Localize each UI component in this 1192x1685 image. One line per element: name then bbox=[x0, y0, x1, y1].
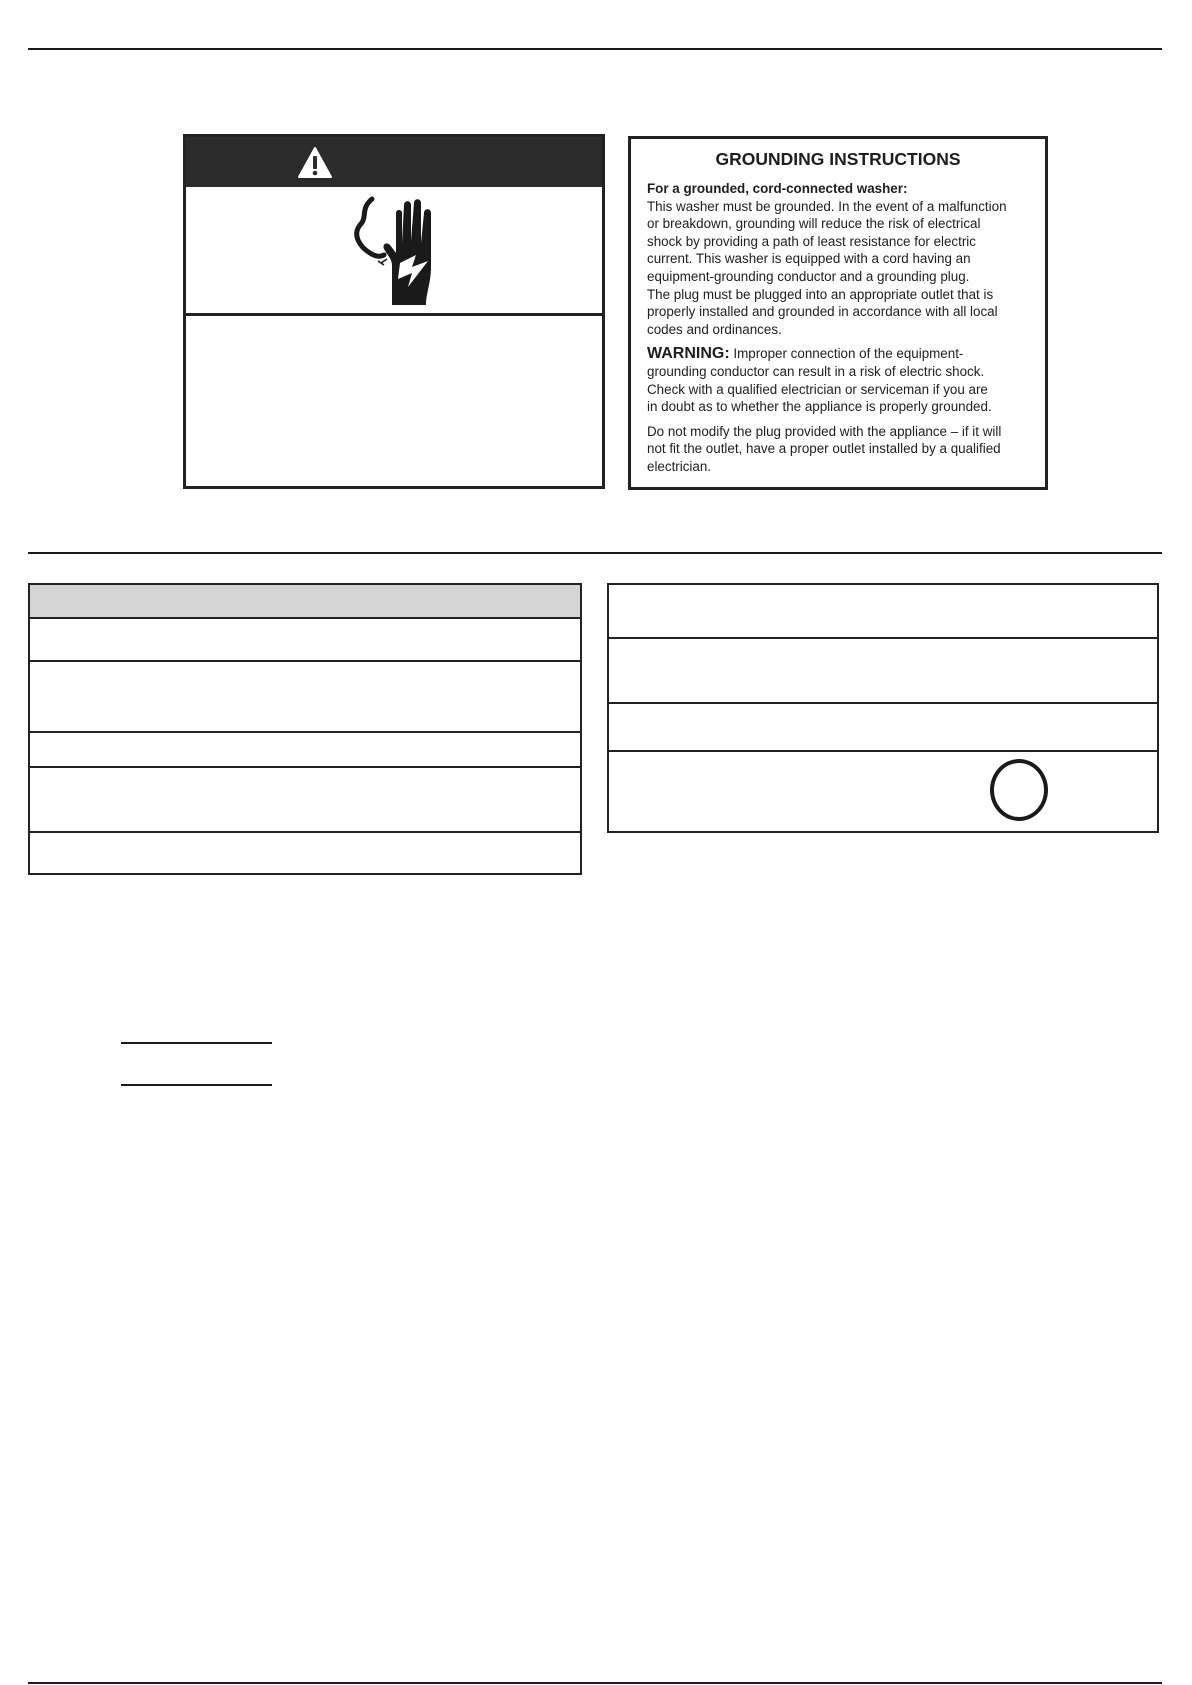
left-requirements-table bbox=[28, 583, 582, 875]
table-header-row bbox=[30, 585, 580, 619]
grounding-lead: For a grounded, cord-connected washer: bbox=[647, 181, 908, 196]
table-row bbox=[30, 619, 580, 662]
table-row bbox=[609, 704, 1157, 752]
grounding-title: GROUNDING INSTRUCTIONS bbox=[715, 149, 961, 169]
warning-header-bar bbox=[186, 137, 602, 187]
table-row bbox=[30, 662, 580, 733]
table-row bbox=[30, 768, 580, 833]
final-line: electrician. bbox=[647, 458, 712, 474]
grounding-body-line: The plug must be plugged into an appropriate outlet that is bbox=[647, 286, 994, 302]
grounding-body bbox=[647, 180, 1029, 338]
table-row bbox=[609, 585, 1157, 639]
table-row bbox=[30, 733, 580, 768]
pictogram-area bbox=[186, 187, 602, 316]
table-row bbox=[30, 833, 580, 875]
bottom-rule bbox=[28, 1682, 1162, 1684]
warning-triangle-icon bbox=[297, 146, 333, 179]
warning-line: grounding conductor can result in a risk of electric shock. bbox=[647, 363, 985, 379]
warning-line: in doubt as to whether the appliance is properly grounded. bbox=[647, 399, 992, 415]
grounding-instructions-box bbox=[628, 136, 1048, 490]
table-row bbox=[609, 639, 1157, 704]
grounding-body-line: shock by providing a path of least resistance for electric bbox=[647, 233, 976, 249]
electrical-shock-warning-box bbox=[183, 134, 605, 489]
final-line: Do not modify the plug provided with the appliance – if it will bbox=[647, 423, 1002, 439]
grounding-body-line: properly installed and grounded in accordance with all local bbox=[647, 304, 998, 320]
blank-line bbox=[121, 1042, 272, 1044]
warning-line: Check with a qualified electrician or serviceman if you are bbox=[647, 381, 988, 397]
warning-label: WARNING: bbox=[647, 345, 730, 363]
grounding-body-line: This washer must be grounded. In the event of a malfunction bbox=[647, 198, 1007, 214]
circle-mark-icon bbox=[990, 759, 1048, 821]
grounding-body-line: or breakdown, grounding will reduce the risk of electrical bbox=[647, 216, 981, 232]
grounding-final bbox=[647, 423, 1029, 476]
grounding-body-line: codes and ordinances. bbox=[647, 321, 782, 337]
grounding-body-line: equipment-grounding conductor and a grounding plug. bbox=[647, 268, 970, 284]
grounding-body-line: current. This washer is equipped with a cord having an bbox=[647, 251, 971, 267]
warning-line: Improper connection of the equipment- bbox=[729, 346, 964, 362]
final-line: not fit the outlet, have a proper outlet installed by a qualified bbox=[647, 441, 1001, 457]
blank-line bbox=[121, 1084, 272, 1086]
electrical-shock-hand-icon bbox=[350, 195, 440, 307]
right-requirements-table bbox=[607, 583, 1159, 833]
top-rule bbox=[28, 48, 1162, 50]
table-row bbox=[609, 752, 1157, 833]
grounding-warning bbox=[647, 345, 1029, 415]
section-rule bbox=[28, 552, 1162, 554]
